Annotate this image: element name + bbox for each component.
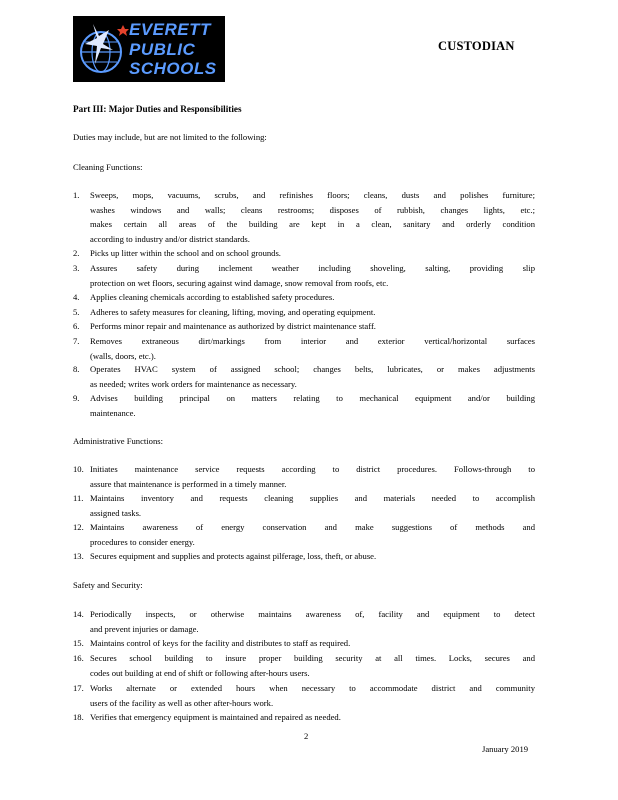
list-item-number: 12. bbox=[73, 522, 84, 532]
list-item-number: 14. bbox=[73, 609, 84, 619]
list-item-line: Maintains control of keys for the facility and distributes to staff as required. bbox=[90, 638, 351, 648]
list-item-line: (walls, doors, etc.). bbox=[90, 350, 156, 361]
group-heading: Administrative Functions: bbox=[73, 436, 163, 446]
list-item-number: 15. bbox=[73, 638, 84, 648]
list-item-line: Works alternate or extended hours when necessary to accommodate district and community bbox=[90, 683, 535, 693]
list-item-number: 16. bbox=[73, 653, 84, 663]
list-item-line: Adheres to safety measures for cleaning, lifting, moving, and operating equipment. bbox=[90, 307, 376, 317]
list-item-line: Performs minor repair and maintenance as authorized by district maintenance staff. bbox=[90, 321, 376, 331]
list-item-line: codes out building at end of shift or following after-hours users. bbox=[90, 667, 310, 678]
list-item-number: 3. bbox=[73, 263, 80, 273]
list-item-number: 5. bbox=[73, 307, 80, 317]
logo-line-3: SCHOOLS bbox=[129, 59, 217, 78]
list-item-line: Operates HVAC system of assigned school; changes belts, lubricates, or makes adjustments bbox=[90, 364, 535, 374]
list-item-line: Initiates maintenance service requests according to district procedures. Follows-through to bbox=[90, 464, 535, 474]
list-item-line: as needed; writes work orders for maintenance as necessary. bbox=[90, 378, 297, 389]
list-item-number: 18. bbox=[73, 712, 84, 722]
list-item-number: 8. bbox=[73, 364, 80, 374]
list-item-number: 10. bbox=[73, 464, 84, 474]
list-item-number: 2. bbox=[73, 248, 80, 258]
list-item-line: procedures to consider energy. bbox=[90, 536, 195, 547]
list-item-line: Secures equipment and supplies and protects against pilferage, loss, theft, or abuse. bbox=[90, 551, 377, 561]
list-item-line: maintenance. bbox=[90, 407, 136, 418]
list-item-line: Removes extraneous dirt/markings from interior and exterior vertical/horizontal surfaces bbox=[90, 336, 535, 346]
list-item-line: washes windows and walls; cleans restrooms; disposes of rubbish, changes lights, etc.; bbox=[90, 204, 535, 215]
list-item-number: 7. bbox=[73, 336, 80, 346]
logo-line-2: PUBLIC bbox=[129, 40, 196, 59]
group-heading: Safety and Security: bbox=[73, 580, 143, 590]
list-item-number: 1. bbox=[73, 190, 80, 200]
list-item-line: assigned tasks. bbox=[90, 507, 142, 518]
list-item-line: assure that maintenance is performed in a timely manner. bbox=[90, 478, 287, 489]
list-item-line: Verifies that emergency equipment is maintained and repaired as needed. bbox=[90, 712, 341, 722]
list-item-line: protection on wet floors, securing against wind damage, snow removal from roofs, etc. bbox=[90, 277, 389, 288]
list-item-line: according to industry and/or district standards. bbox=[90, 233, 250, 244]
list-item-number: 17. bbox=[73, 683, 84, 693]
list-item-line: Sweeps, mops, vacuums, scrubs, and refinishes floors; cleans, dusts and polishes furniture; bbox=[90, 190, 535, 200]
list-item-number: 4. bbox=[73, 292, 80, 302]
logo-line-1: EVERETT bbox=[129, 20, 211, 39]
section-title: Part III: Major Duties and Responsibilities bbox=[73, 104, 242, 114]
list-item-line: Maintains awareness of energy conservation and make suggestions of methods and bbox=[90, 522, 535, 532]
list-item-number: 9. bbox=[73, 393, 80, 403]
list-item-line: users of the facility as well as other after-hours work. bbox=[90, 697, 274, 708]
list-item-line: makes certain all areas of the building are kept in a clean, sanitary and orderly condition bbox=[90, 219, 535, 229]
intro-text: Duties may include, but are not limited to the following: bbox=[73, 132, 267, 142]
list-item-number: 11. bbox=[73, 493, 84, 503]
list-item-number: 13. bbox=[73, 551, 84, 561]
list-item-line: Secures school building to insure proper building security at all times. Locks, secures and bbox=[90, 653, 535, 663]
list-item-line: Maintains inventory and requests cleaning supplies and materials needed to accomplish bbox=[90, 493, 535, 503]
everett-public-schools-logo bbox=[73, 16, 225, 82]
page-number: 2 bbox=[304, 731, 309, 741]
list-item-number: 6. bbox=[73, 321, 80, 331]
list-item-line: Applies cleaning chemicals according to established safety procedures. bbox=[90, 292, 335, 302]
list-item-line: Assures safety during inclement weather including shoveling, salting, providing slip bbox=[90, 263, 535, 273]
list-item-line: and prevent injuries or damage. bbox=[90, 623, 199, 634]
list-item-line: Advises building principal on matters relating to mechanical equipment and/or building bbox=[90, 393, 535, 403]
group-heading: Cleaning Functions: bbox=[73, 162, 143, 172]
list-item-line: Periodically inspects, or otherwise maintains awareness of, facility and equipment to detect bbox=[90, 609, 535, 619]
footer-date: January 2019 bbox=[482, 744, 529, 754]
list-item-line: Picks up litter within the school and on school grounds. bbox=[90, 248, 281, 258]
document-title: CUSTODIAN bbox=[438, 39, 515, 53]
